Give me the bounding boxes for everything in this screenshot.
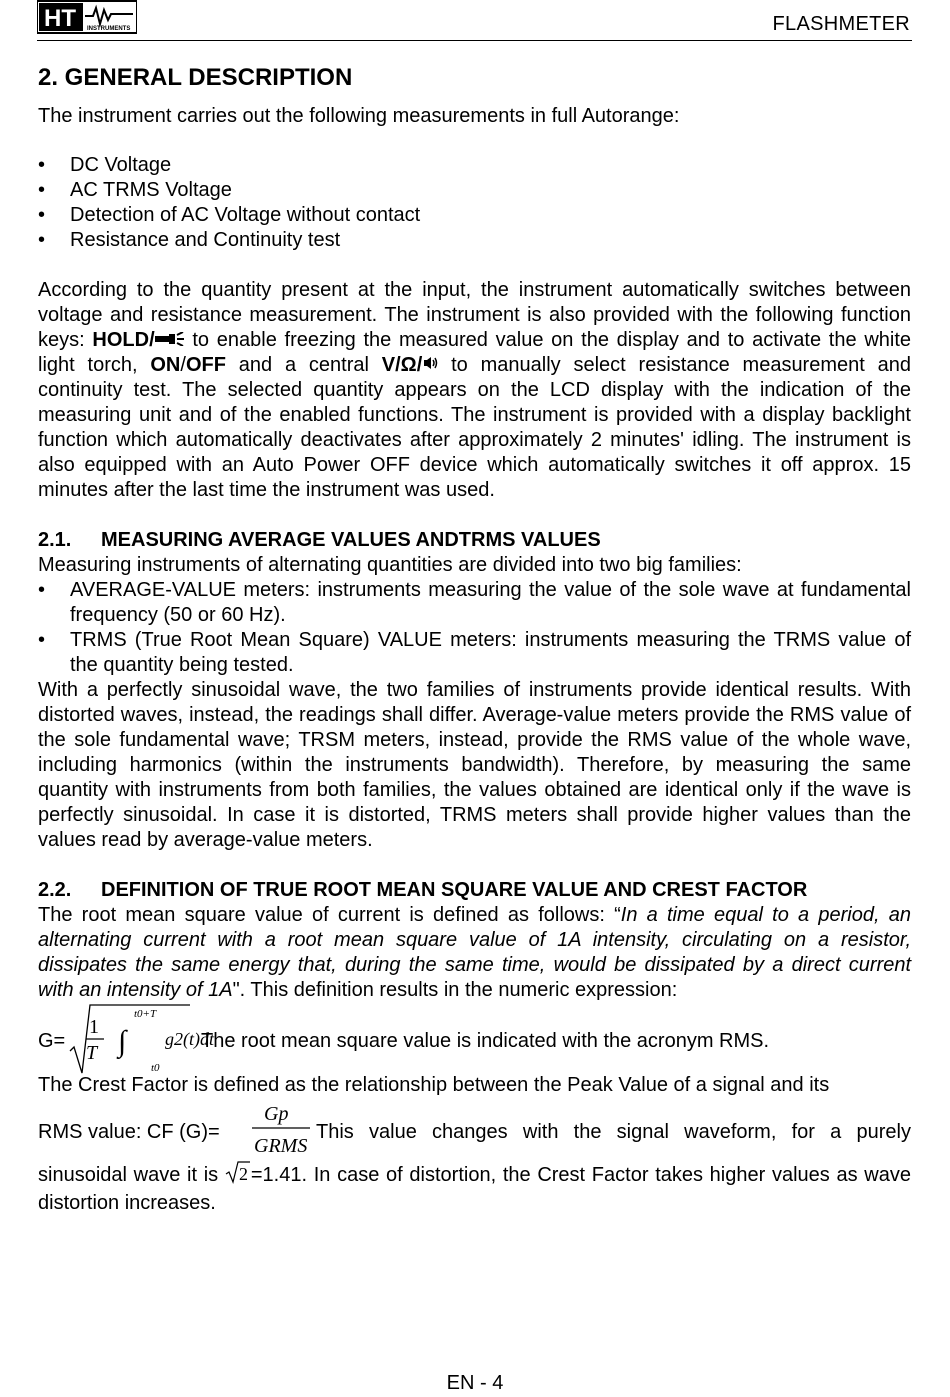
svg-text:∫: ∫ [118, 1025, 127, 1059]
page-number: EN - 4 [446, 1372, 504, 1394]
formula-integrand: g2(t)dt [165, 1029, 214, 1050]
section-2-2-heading [38, 878, 911, 903]
document-title: FLASHMETER [772, 13, 910, 35]
rms-definition-quote: In a time equal to a period, an alternating current with a root mean square value of 1A intensity, circulating on a resistor, dissipates the same energy that, during the same time, would be dissipated by a direct current with an intensity of 1A [38, 904, 912, 1002]
rms-definition [38, 903, 911, 1003]
list-item: • AC TRMS Voltage [38, 178, 911, 203]
rms-definition-tail: ". This definition results in the numeric expression: [232, 979, 678, 1002]
section-2-heading: 2. GENERAL DESCRIPTION [38, 64, 353, 91]
section-2-1-intro: Measuring instruments of alternating quantities are divided into two big families: [38, 554, 742, 577]
description-text-a: According to the quantity present at the input, the instrument automatically switches between voltage and resistance measurement. The instrument is also provided with the following function keys: [38, 279, 911, 351]
list-item: • Resistance and Continuity test [38, 228, 911, 253]
rms-acronym-note: The root mean square value is indicated with the acronym RMS. [201, 1030, 770, 1053]
measurement-list [38, 153, 911, 253]
page-content [38, 62, 911, 1216]
hold-key-label: HOLD/ [92, 329, 155, 351]
description-text-c: and a central [238, 354, 369, 377]
torch-icon [155, 328, 185, 353]
formula-numerator: 1 [89, 1016, 99, 1039]
formula-denominator: T [86, 1042, 98, 1065]
on-off-separator: / [180, 354, 186, 377]
section-number: 2.2. [38, 879, 72, 902]
formula-upper-limit: t0+T [134, 1008, 157, 1021]
crest-factor-intro: The Crest Factor is defined as the relationship between the Peak Value of a signal and its [38, 1074, 830, 1097]
header-divider [37, 40, 912, 41]
rms-formula-row [38, 1003, 911, 1073]
crest-factor-lhs: RMS value: CF (G)= [38, 1121, 220, 1144]
sqrt-icon [225, 1160, 251, 1191]
section-2-description [38, 278, 911, 503]
crest-denominator: GRMS [254, 1135, 308, 1158]
description-text-d: to manually select resistance measurement and continuity test. The selected quantity appears on the LCD display with the indication of the measuring unit and of the enabled functions. The instrument is provided with a display backlight function which automatically deactivates after approximately 2 minutes' idling. The instrument is also equipped with an Auto Power OFF device which automatically switches it off approx. 15 minutes after the last time the instrument was used. [38, 354, 912, 502]
sqrt-argument: 2 [238, 1164, 248, 1185]
sine-text-a: sinusoidal wave it is [38, 1164, 219, 1187]
list-item: • AVERAGE-VALUE meters: instruments measuring the value of the sole wave at fundamental frequency (50 or 60 Hz). [38, 578, 911, 628]
section-title: DEFINITION OF TRUE ROOT MEAN SQUARE VALUE AND CREST FACTOR [101, 879, 808, 902]
on-key-label: ON [150, 354, 181, 377]
crest-factor-formula-row [38, 1098, 911, 1160]
crest-factor-fraction-icon [250, 1098, 314, 1158]
section-title: MEASURING AVERAGE VALUES ANDTRMS VALUES [101, 529, 601, 552]
sine-crest-value [38, 1160, 911, 1216]
section-2-intro: The instrument carries out the following measurements in full Autorange: [38, 105, 680, 127]
formula-lower-limit: t0 [151, 1062, 160, 1075]
list-item: • TRMS (True Root Mean Square) VALUE meters: instruments measuring the TRMS value of the quantity being tested. [38, 628, 911, 678]
crest-numerator: Gp [264, 1103, 289, 1126]
sine-text-b: =1.41. In case of distortion, the Crest Factor takes higher values as wave distortion increases. [38, 1164, 911, 1215]
section-number: 2.1. [38, 529, 72, 552]
continuity-buzzer-icon [422, 353, 438, 378]
list-item: • DC Voltage [38, 153, 911, 178]
svg-text:INSTRUMENTS: INSTRUMENTS [87, 26, 131, 32]
ht-instruments-logo [37, 0, 137, 34]
crest-factor-rhs: This value changes with the signal waveform, for a purely [316, 1121, 911, 1144]
section-2-1-body: With a perfectly sinusoidal wave, the two families of instruments provide identical results. With distorted waves, instead, the readings shall differ. Average-value meters provide the RMS value of the sole fundamental wave; TRSM meters, instead, provide the RMS value of the whole wave, including harmonics (within the instruments bandwidth). Therefore, by measuring the same quantity with instruments from both families, the values obtained are identical only if the wave is perfectly sinusoidal. In case it is distorted, TRMS meters shall provide higher values than the values read by average-value meters. [38, 679, 911, 852]
description-text-b: to enable freezing the measured value on the display and to activate the white light torch, [38, 329, 912, 377]
formula-prefix: G= [38, 1030, 66, 1053]
v-ohm-key-label: V/Ω/ [381, 354, 423, 377]
svg-text:HT: HT [44, 5, 76, 32]
list-item: • Detection of AC Voltage without contact [38, 203, 911, 228]
section-2-1-heading [38, 528, 911, 553]
off-key-label: OFF [185, 354, 226, 377]
rms-definition-lead: The root mean square value of current is defined as follows: “ [38, 904, 621, 927]
meter-family-list [38, 578, 911, 678]
